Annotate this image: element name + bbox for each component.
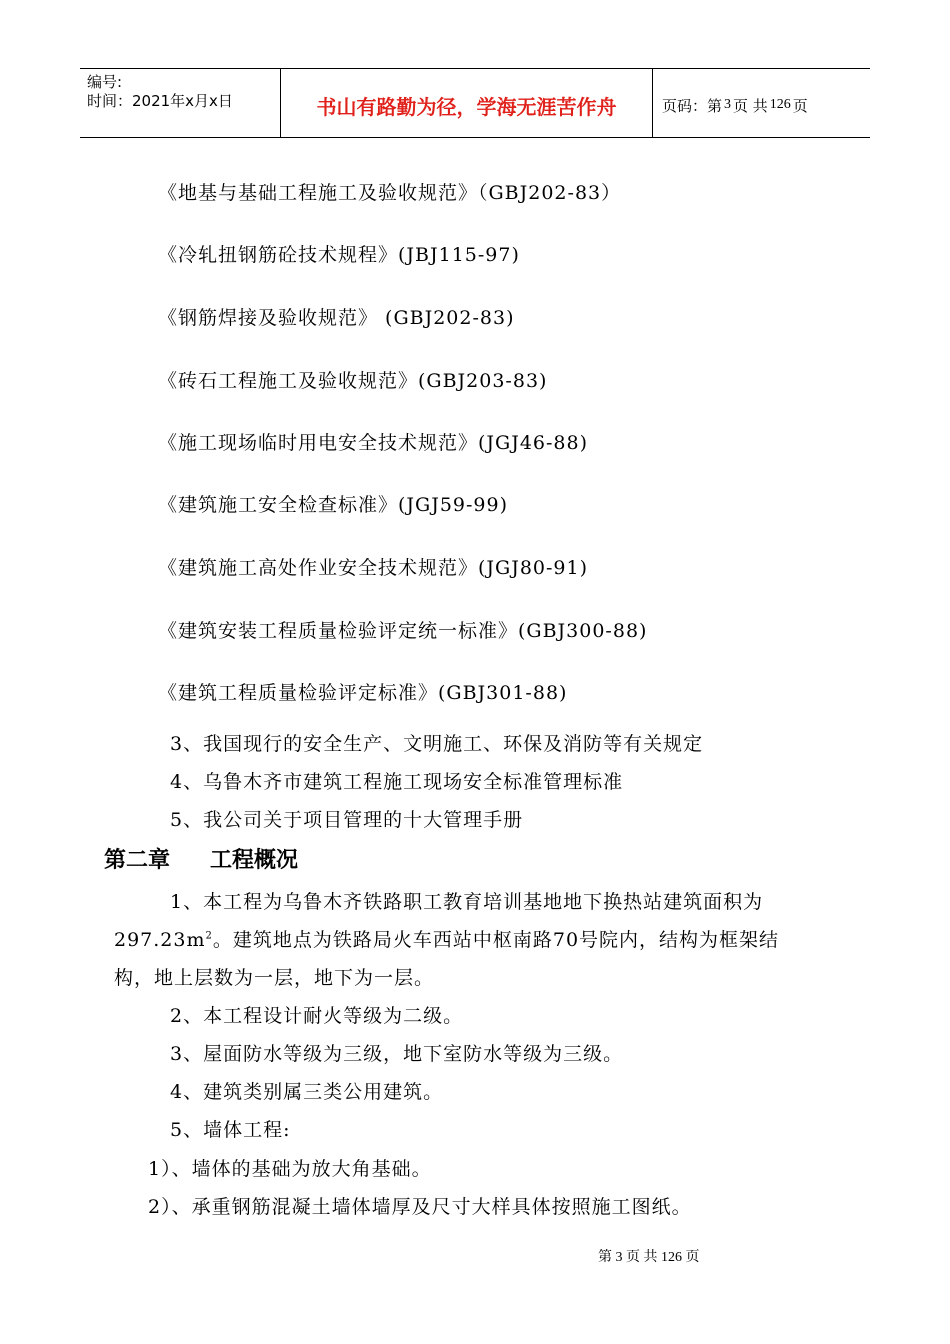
overview-paragraph-5: 5、墙体工程: [170, 1119, 291, 1141]
overview-paragraph-1-line-3: 构，地上层数为一层，地下为一层。 [114, 967, 435, 989]
location-text: 。建筑地点为铁路局火车西站中枢南路70号院内，结构为框架结 [212, 929, 780, 951]
standard-item: 《冷轧扭钢筋砼技术规程》(JBJ115-97) [158, 244, 520, 266]
regulation-item: 3、我国现行的安全生产、文明施工、环保及消防等有关规定 [170, 733, 704, 755]
overview-paragraph-1-line-1: 1、本工程为乌鲁木齐铁路职工教育培训基地地下换热站建筑面积为 [170, 891, 764, 913]
page-suffix: 页 [792, 96, 808, 115]
regulation-item: 4、乌鲁木齐市建筑工程施工现场安全标准管理标准 [170, 771, 624, 793]
header-motto: 书山有路勤为径，学海无涯苦作舟 [281, 69, 653, 137]
wall-sub-item-1: 1）、墙体的基础为放大角基础。 [148, 1158, 432, 1180]
overview-paragraph-2: 2、本工程设计耐火等级为二级。 [170, 1005, 464, 1027]
page-header [80, 68, 870, 138]
chapter-title: 工程概况 [210, 848, 299, 873]
page-total: 126 [769, 97, 791, 112]
wall-sub-item-2: 2）、承重钢筋混凝土墙体墙厚及尺寸大样具体按照施工图纸。 [148, 1196, 692, 1218]
standard-item: 《地基与基础工程施工及验收规范》（GBJ202-83） [158, 182, 622, 204]
header-page-info [653, 69, 870, 137]
page-footer: 第 3 页 共 126 页 [598, 1250, 700, 1265]
chapter-number: 第二章 [104, 848, 171, 873]
overview-paragraph-4: 4、建筑类别属三类公用建筑。 [170, 1081, 444, 1103]
area-value: 297.23m [114, 929, 206, 951]
area-unit-exponent: 2 [205, 930, 213, 942]
document-number-label: 编号: [87, 73, 123, 91]
page-mid: 页 共 [733, 96, 768, 115]
page-prefix: 页码：第 [662, 96, 723, 115]
standard-item: 《建筑施工高处作业安全技术规范》(JGJ80-91) [158, 557, 589, 579]
overview-paragraph-3: 3、屋面防水等级为三级，地下室防水等级为三级。 [170, 1043, 624, 1065]
header-meta-cell [80, 69, 281, 137]
standard-item: 《建筑安装工程质量检验评定统一标准》(GBJ300-88) [158, 620, 648, 642]
chapter-heading [104, 843, 298, 874]
standard-item: 《钢筋焊接及验收规范》 (GBJ202-83) [158, 307, 515, 329]
regulation-item: 5、我公司关于项目管理的十大管理手册 [170, 809, 524, 831]
document-time-label: 时间：2021年x月x日 [87, 92, 233, 110]
standard-item: 《施工现场临时用电安全技术规范》(JGJ46-88) [158, 432, 589, 454]
overview-paragraph-1-line-2 [114, 925, 779, 952]
standard-item: 《建筑工程质量检验评定标准》(GBJ301-88) [158, 682, 568, 704]
page-current: 3 [724, 97, 732, 112]
standard-item: 《建筑施工安全检查标准》(JGJ59-99) [158, 494, 509, 516]
standard-item: 《砖石工程施工及验收规范》(GBJ203-83) [158, 370, 548, 392]
